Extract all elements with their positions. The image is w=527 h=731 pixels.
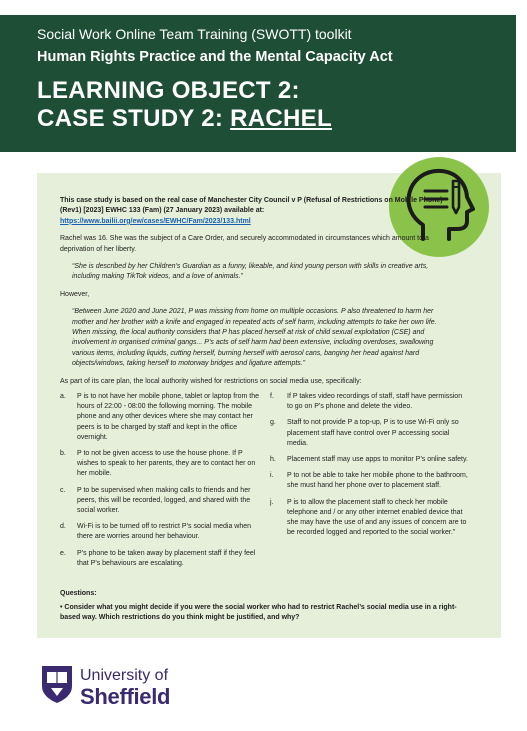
source-note: [60, 196, 452, 227]
guardian-quote: “She is described by her Children’s Guardian as a funny, likeable, and kind young person with skills in creative arts, including making TikTok videos, and a love of animals.”: [72, 263, 429, 281]
list-text: If P takes video recordings of staff, staff have permission to go on P’s phone and delete the video.: [287, 393, 463, 411]
list-letter: d.: [60, 523, 66, 531]
list-item: [60, 549, 260, 569]
list-item: [60, 392, 260, 443]
list-letter: i.: [270, 472, 274, 480]
list-text: P is to not have her mobile phone, tablet or laptop from the hours of 22:00 - 08:00 the following morning. The mobile phone and any other devices where she may contact her peers is to be charged by staff and kept in the office overnight.: [77, 393, 259, 441]
module-subtitle: Human Rights Practice and the Mental Capacity Act: [37, 49, 393, 65]
list-text: P to be supervised when making calls to friends and her peers, this will be recorded, logged, and shared with the social worker.: [77, 486, 251, 515]
list-letter: j.: [270, 498, 274, 506]
history-quote: “Between June 2020 and June 2021, P was missing from home on multiple occasions. P also threatened to harm her mother and her brother with a knife and engaged in repeated acts of self harm, including attempts to take her own life. When missing, the local authority considers that P has placed herself at risk of child sexual exploitation (CSE) and involvement in organised criminal gangs... P’s acts of self harm had been extensive, including overdoses, swallowing various items, including liquids, cutting herself, burning herself with aerosol cans, banging her head against hard objects/windows, taking herself to motorway bridges and ligature attempts.”: [72, 308, 437, 368]
title-line-2: [37, 105, 332, 133]
questions-heading: Questions:: [60, 590, 97, 597]
title-line-1: LEARNING OBJECT 2:: [37, 77, 300, 104]
list-item: [60, 449, 260, 480]
toolkit-title: Social Work Online Team Training (SWOTT) toolkit: [37, 26, 352, 42]
question-text: • Consider what you might decide if you were the social worker who had to restrict Rachel’s social media use in a right-based way. Which restrictions do you think might be justified, and why?: [60, 604, 457, 622]
list-text: P to not be able to take her mobile phone to the bathroom, she must hand her phone over to placement staff.: [287, 472, 468, 490]
list-letter: f.: [270, 393, 274, 400]
list-item: [270, 455, 468, 465]
title-name: RACHEL: [230, 105, 332, 132]
list-item: [270, 418, 468, 449]
restrictions-right-column: [270, 392, 468, 544]
list-text: Placement staff may use apps to monitor P’s online safety.: [287, 456, 468, 464]
list-letter: h.: [270, 456, 276, 464]
source-note-text: This case study is based on the real case of Manchester City Council v P (Refusal of Restrictions on Mobile Phone) (Rev1) [2023] EWHC 133 (Fam) (27 January 2023) available at:: [60, 197, 443, 215]
list-item: [270, 392, 468, 412]
however-text: However,: [60, 290, 90, 298]
list-item: [270, 498, 468, 539]
logo-line-1: University of: [80, 667, 169, 684]
restrictions-left-column: [60, 392, 260, 575]
list-letter: g.: [270, 419, 276, 427]
list-text: Wi-Fi is to be turned off to restrict P’s social media when there are worries around her behaviour.: [77, 523, 252, 541]
list-letter: c.: [60, 486, 66, 494]
background-paragraph: Rachel was 16. She was the subject of a Care Order, and securely accommodated in circumstances which amount to a deprivation of her liberty.: [60, 235, 429, 253]
university-logo: [40, 664, 180, 712]
list-letter: b.: [60, 450, 66, 458]
case-study-text: [60, 196, 452, 394]
list-item: [60, 522, 260, 542]
list-letter: e.: [60, 549, 66, 557]
list-item: [60, 486, 260, 517]
university-crest-icon: [40, 664, 74, 704]
list-text: P is to allow the placement staff to check her mobile telephone and / or any other internet enabled device that she may have the use of and any issues of concern are to be recorded logged and reported to the social worker.”: [287, 498, 467, 537]
list-text: P to not be given access to use the house phone. If P wishes to speak to her parents, they are to contact her on her mobile.: [77, 450, 256, 478]
list-text: Staff to not provide P a top-up, P is to use Wi-Fi only so placement staff have control over P accessing social media.: [287, 419, 459, 447]
list-item: [270, 471, 468, 491]
care-plan-paragraph: As part of its care plan, the local authority wished for restrictions on social media use, specifically:: [60, 377, 362, 385]
list-letter: a.: [60, 393, 66, 400]
header-banner: [0, 15, 516, 152]
title-prefix: CASE STUDY 2:: [37, 105, 231, 132]
list-text: P’s phone to be taken away by placement staff if they feel that P’s behaviours are escalating.: [77, 549, 256, 567]
page-title: [37, 77, 332, 133]
logo-line-2: Sheffield: [80, 684, 171, 709]
source-link[interactable]: https://www.bailii.org/ew/cases/EWHC/Fam/2023/133.html: [60, 217, 251, 225]
